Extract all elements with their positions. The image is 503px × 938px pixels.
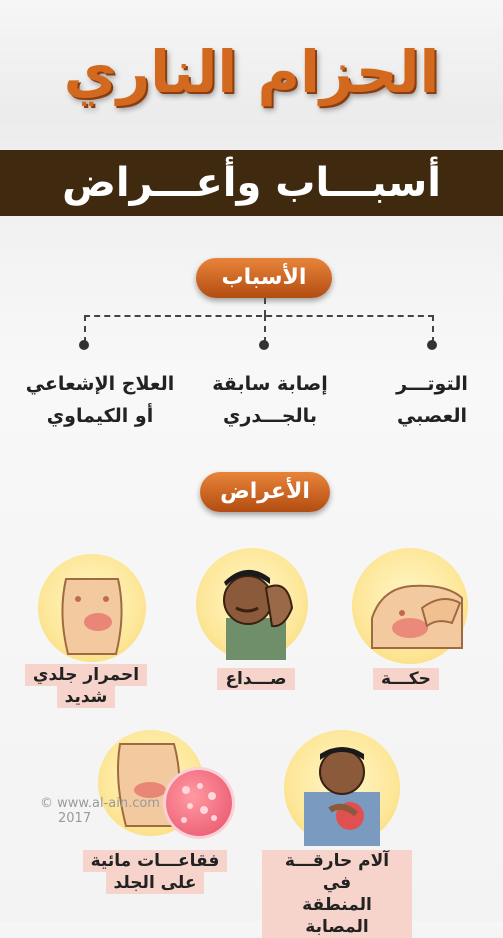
connector-dot-left — [79, 340, 89, 350]
headache-illustration — [196, 548, 308, 660]
cause-stress — [372, 368, 492, 432]
connector-right — [432, 315, 434, 343]
itch-icon — [352, 548, 468, 664]
symptom-blisters — [80, 850, 230, 894]
blisters-zoom — [166, 770, 232, 836]
burning-pain-icon — [284, 730, 400, 846]
symptom-itch — [360, 668, 452, 690]
symptom-label: شديد — [57, 686, 116, 708]
cause-line: التوتـــر — [396, 373, 468, 395]
causes-heading: الأسباب — [196, 258, 332, 298]
cause-therapy — [10, 368, 190, 432]
page-title: الحزام الناري — [63, 38, 440, 106]
watermark — [40, 796, 160, 826]
blister-spots-icon — [166, 770, 232, 836]
subtitle-band: أسبـــاب وأعـــراض — [0, 150, 503, 216]
cause-chickenpox — [205, 368, 335, 432]
watermark-year: 2017 — [58, 811, 92, 826]
symptom-label: صـــداع — [217, 668, 294, 690]
connector-bar — [84, 315, 434, 317]
connector-dot-right — [427, 340, 437, 350]
symptom-label: فقاعـــات مائية — [83, 850, 228, 872]
cause-line: إصابة سابقة — [212, 373, 328, 395]
connector-stem — [264, 298, 266, 316]
connector-middle — [264, 315, 266, 343]
symptom-label: المنطقة المصابة — [262, 894, 412, 938]
symptom-label: حكـــة — [373, 668, 439, 690]
cause-line: أو الكيماوي — [46, 405, 154, 427]
symptom-redness — [24, 664, 148, 708]
symptom-label: على الجلد — [106, 872, 205, 894]
symptoms-heading: الأعراض — [200, 472, 330, 512]
symptom-label: احمرار جلدي — [25, 664, 147, 686]
skin-redness-icon — [38, 554, 146, 662]
itch-illustration — [352, 548, 468, 664]
copyright-icon: © — [40, 796, 53, 811]
symptom-label: آلام حارقـــة في — [262, 850, 412, 894]
connector-dot-middle — [259, 340, 269, 350]
connector-left — [84, 315, 86, 343]
cause-line: العلاج الإشعاعي — [25, 373, 175, 395]
headache-icon — [196, 548, 308, 660]
redness-illustration — [38, 554, 146, 662]
watermark-site: www.al-ain.com — [57, 796, 160, 811]
symptom-burning-pain — [262, 850, 412, 938]
burning-pain-illustration — [284, 730, 400, 846]
symptom-headache — [208, 668, 304, 690]
cause-line: بالجـــدري — [223, 405, 317, 427]
cause-line: العصبي — [396, 405, 468, 427]
